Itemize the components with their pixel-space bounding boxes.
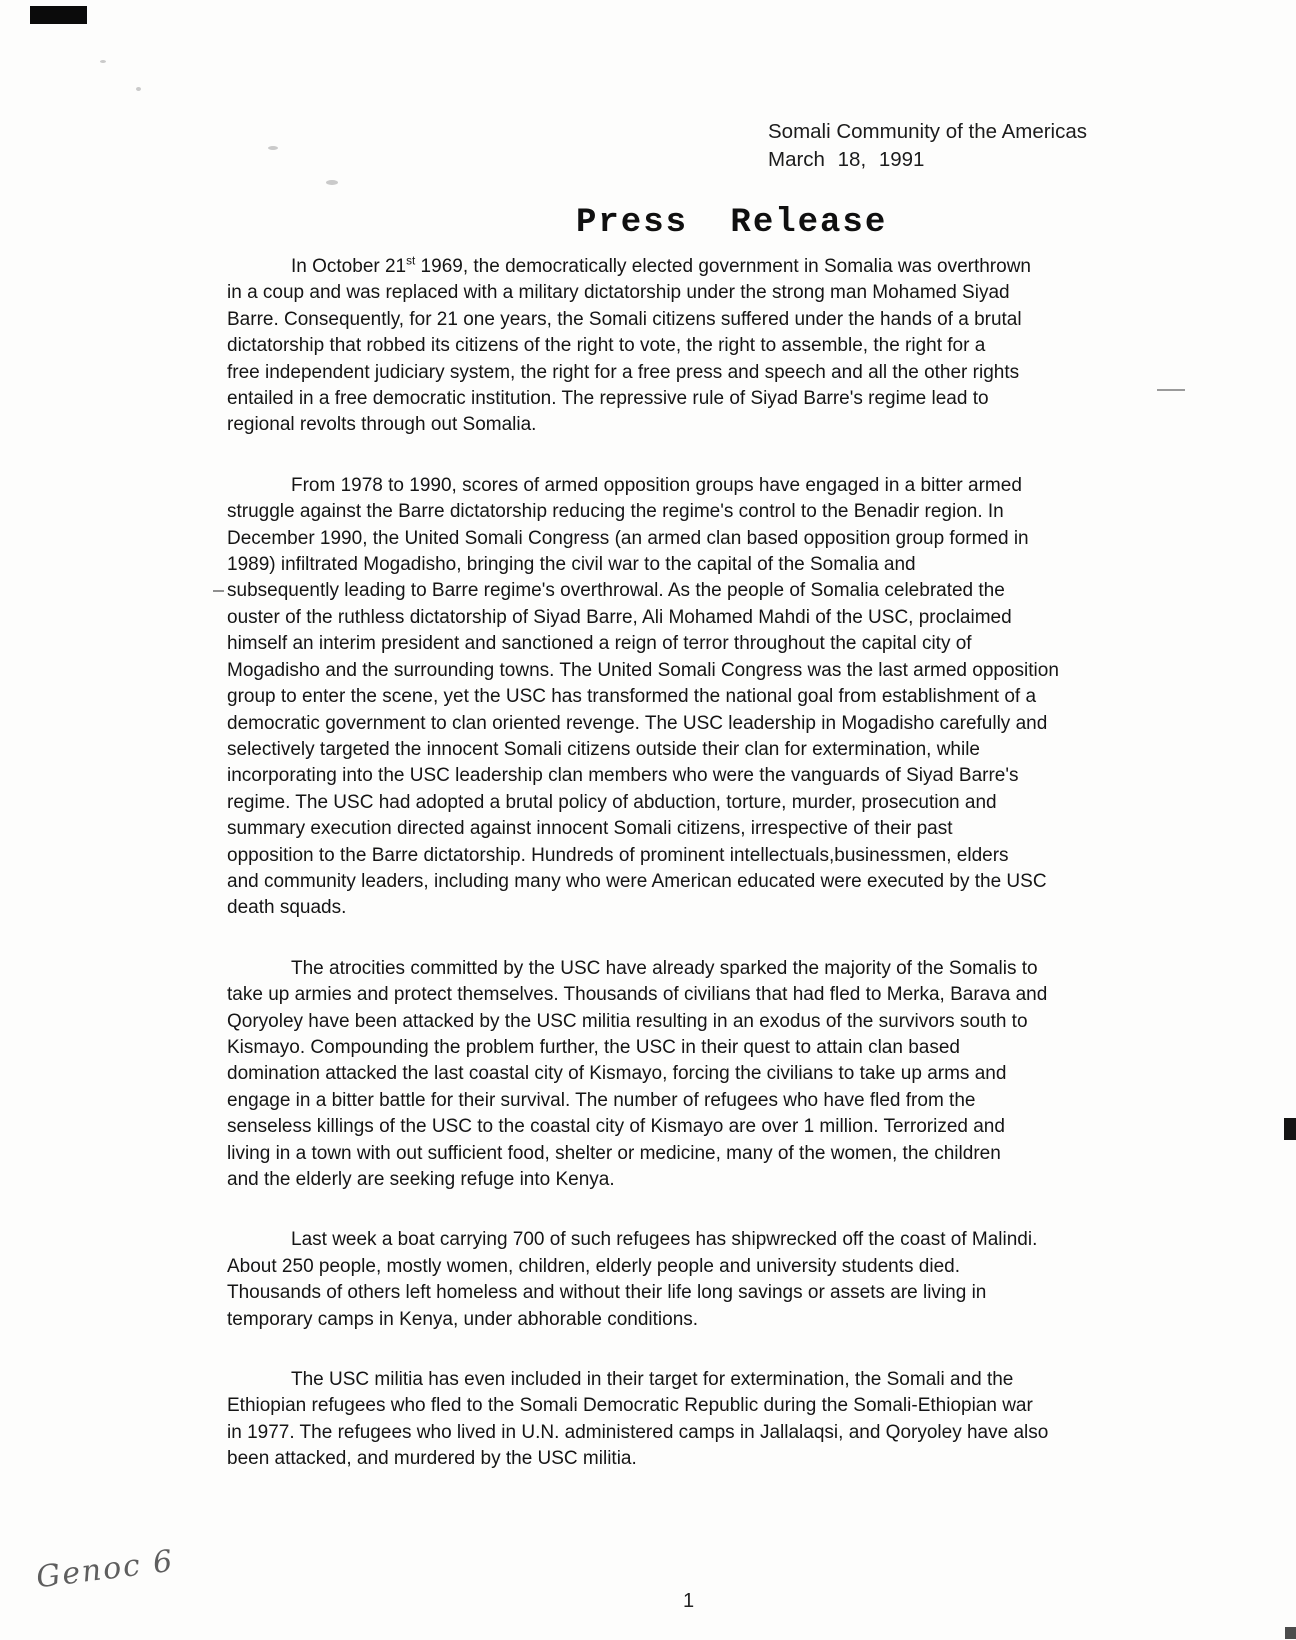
body-line: Thousands of others left homeless and without their life long savings or assets are living in	[227, 1282, 987, 1304]
body-line: 1989) infiltrated Mogadisho, bringing the civil war to the capital of the Somalia and	[227, 554, 916, 576]
paragraph-2	[227, 473, 1165, 922]
scan-speck	[100, 60, 106, 63]
paragraph-3	[227, 956, 1165, 1194]
organization-name: Somali Community of the Americas	[768, 120, 1088, 143]
body-line: and community leaders, including many who were American educated were executed by the USC	[227, 870, 1047, 892]
body-line: opposition to the Barre dictatorship. Hundreds of prominent intellectuals,businessmen, elders	[227, 844, 1009, 866]
body-line: subsequently leading to Barre regime's overthrowal. As the people of Somalia celebrated the	[227, 580, 1005, 602]
body-line: domination attacked the last coastal city of Kismayo, forcing the civilians to take up arms and	[227, 1063, 1007, 1085]
body-line: From 1978 to 1990, scores of armed opposition groups have engaged in a bitter armed	[291, 474, 1022, 496]
document-header	[768, 118, 1087, 174]
body-line: The USC militia has even included in their target for extermination, the Somali and the	[291, 1369, 1014, 1391]
body-line: take up armies and protect themselves. Thousands of civilians that had fled to Merka, Barava and	[227, 984, 1048, 1006]
scan-artifact-right-edge-mark	[1284, 1118, 1296, 1140]
body-line: ouster of the ruthless dictatorship of Siyad Barre, Ali Mohamed Mahdi of the USC, proclaimed	[227, 606, 1012, 628]
body-line: engage in a bitter battle for their survival. The number of refugees who have fled from the	[227, 1089, 976, 1111]
body-line: Mogadisho and the surrounding towns. The United Somali Congress was the last armed opposition	[227, 659, 1059, 681]
body-line: been attacked, and murdered by the USC militia.	[227, 1448, 637, 1470]
scan-speck	[136, 87, 141, 91]
handwritten-annotation: Genoc 6	[34, 1543, 177, 1596]
body-line: struggle against the Barre dictatorship reducing the regime's control to the Benadir region. In	[227, 501, 1004, 523]
body-line: regional revolts through out Somalia.	[227, 414, 537, 436]
body-line: senseless killings of the USC to the coastal city of Kismayo are over 1 million. Terrorized and	[227, 1116, 1005, 1138]
body-line: Ethiopian refugees who fled to the Somali Democratic Republic during the Somali-Ethiopian war	[227, 1395, 1033, 1417]
document-date: March 18, 1991	[768, 148, 925, 171]
paragraph-5	[227, 1367, 1165, 1473]
body-line: selectively targeted the innocent Somali citizens outside their clan for extermination, while	[227, 738, 980, 760]
body-line: living in a town with out sufficient food, shelter or medicine, many of the women, the children	[227, 1142, 1001, 1164]
body-line: About 250 people, mostly women, children, elderly people and university students died.	[227, 1255, 960, 1277]
body-line: December 1990, the United Somali Congress (an armed clan based opposition group formed in	[227, 527, 1029, 549]
scan-artifact-dash	[213, 590, 224, 592]
body-line: The atrocities committed by the USC have already sparked the majority of the Somalis to	[291, 957, 1038, 979]
page-number: 1	[683, 1590, 695, 1612]
page-title: Press Release	[576, 204, 888, 242]
scan-artifact-bottom-right-mark	[1285, 1627, 1296, 1639]
body-line: Last week a boat carrying 700 of such refugees has shipwrecked off the coast of Malindi.	[291, 1229, 1038, 1251]
body-line: and the elderly are seeking refuge into Kenya.	[227, 1169, 615, 1190]
body-line: entailed in a free democratic institution. The repressive rule of Siyad Barre's regime lead to	[227, 388, 989, 410]
body-line: death squads.	[227, 897, 347, 919]
document-body	[227, 254, 1165, 1507]
body-line: democratic government to clan oriented revenge. The USC leadership in Mogadisho carefully and	[227, 712, 1048, 734]
body-line: regime. The USC had adopted a brutal policy of abduction, torture, murder, prosecution and	[227, 791, 997, 813]
body-line: Kismayo. Compounding the problem further, the USC in their quest to attain clan based	[227, 1036, 960, 1058]
body-line: group to enter the scene, yet the USC has transformed the national goal from establishment of a	[227, 686, 1037, 708]
body-line: free independent judiciary system, the right for a free press and speech and all the other rights	[227, 361, 1020, 383]
body-line: summary execution directed against innocent Somali citizens, irrespective of their past	[227, 818, 953, 840]
body-line: incorporating into the USC leadership clan members who were the vanguards of Siyad Barre's	[227, 765, 1019, 787]
body-line: In October 21st 1969, the democratically elected government in Somalia was overthrown	[291, 254, 1031, 277]
paragraph-1	[227, 254, 1165, 439]
body-line: himself an interim president and sanctioned a reign of terror throughout the capital city of	[227, 633, 972, 655]
body-line: temporary camps in Kenya, under abhorable conditions.	[227, 1308, 699, 1330]
body-line: in 1977. The refugees who lived in U.N. administered camps in Jallalaqsi, and Qoryoley have also	[227, 1421, 1049, 1443]
body-line: Barre. Consequently, for 21 one years, the Somali citizens suffered under the hands of a brutal	[227, 308, 1022, 330]
paragraph-4	[227, 1227, 1165, 1333]
body-line: Qoryoley have been attacked by the USC militia resulting in an exodus of the survivors south to	[227, 1010, 1028, 1032]
scan-speck	[268, 146, 278, 150]
scan-artifact-top-left-bar	[30, 6, 87, 24]
scan-speck	[326, 180, 338, 185]
body-line: in a coup and was replaced with a military dictatorship under the strong man Mohamed Siyad	[227, 282, 1010, 304]
body-line: dictatorship that robbed its citizens of the right to vote, the right to assemble, the right for a	[227, 335, 986, 357]
